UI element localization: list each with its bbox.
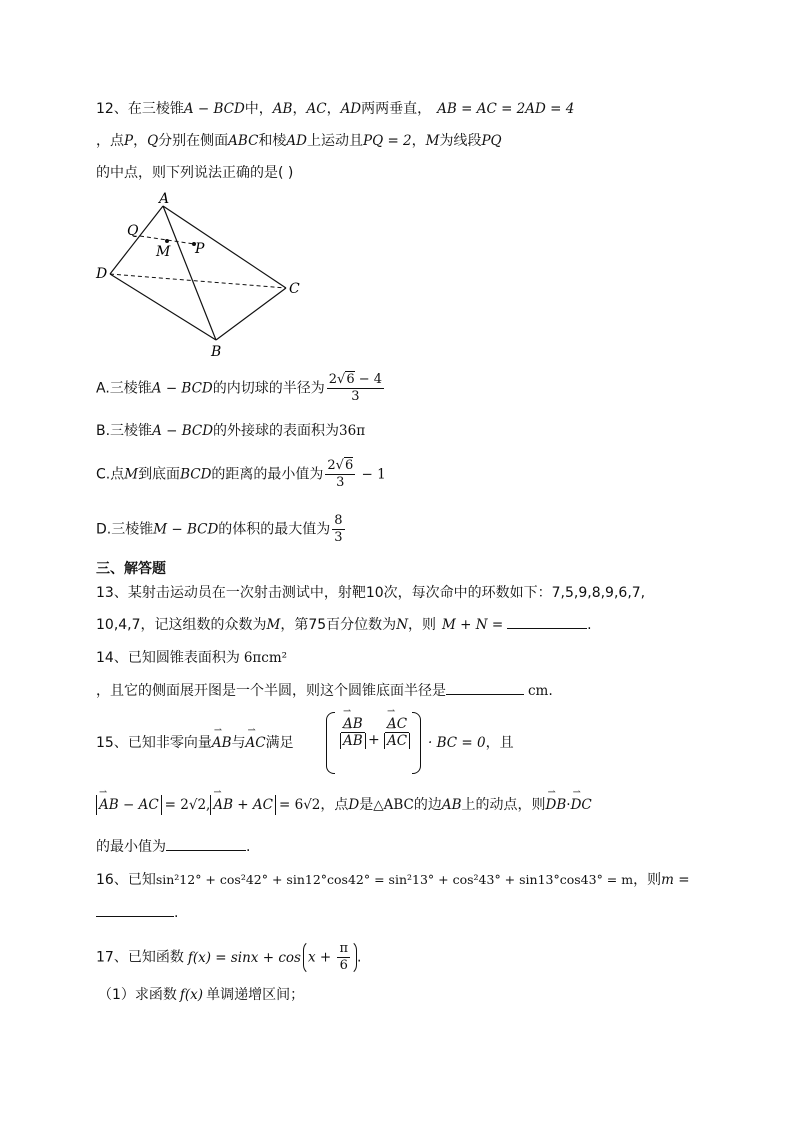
q12-edge-lengths: AB = AC = 2AD = 4 [437,101,575,117]
right-paren [412,712,421,774]
q15-line3 [96,836,250,857]
q13-expr: M + N = [442,617,504,633]
q12-point-q: Q [147,133,159,149]
option-a-tetra: A − BCD [151,380,213,397]
q15-text: 上的动点，则 [461,797,546,813]
option-d-text: 的体积的最大值为 [218,521,331,538]
q17-text: 17、已知函数 [96,949,184,966]
vector-ab: ⇀ AB [212,733,232,753]
q15-text: ，且 [485,735,514,751]
label-p: P [195,241,205,257]
q17-sub-f: f(x) [179,987,204,1003]
label-q: Q [127,223,139,239]
label-d: D [96,266,108,282]
frac-coef: 2 [327,458,336,473]
q14-line2 [96,680,553,701]
q15-point-d: D [348,797,360,813]
option-a-fraction: $\frac{2√6 - 4}{3}$ [328,372,383,404]
q12-edge-ab: AB [272,101,293,117]
q13-end: . [587,617,592,633]
option-a-text: A.三棱锥 [96,380,152,397]
option-b-value: 36π [339,423,366,439]
q13-n: N [396,617,408,633]
plus-sign: + [368,732,380,748]
q13-text: ，则 [408,617,436,633]
q13-line2 [96,614,592,635]
vector-dc: ⇀ DC [571,795,592,815]
frac-coef: 2 [328,372,338,387]
section-heading: 三、解答题 [96,561,166,577]
frac-radicand: 6 [346,372,355,387]
option-c-text: C.点 [96,466,125,483]
q12-sep: ， [133,133,148,149]
q17-sub1 [98,985,304,1005]
frac-num: π [339,941,348,956]
q15-text: ，点 [320,797,349,813]
q12-point-m: M [425,133,440,149]
q12-text: 上运动且 [307,133,363,149]
edge-ab [163,206,216,340]
q13-text: ，第75百分位数为 [280,617,397,633]
q17-sub-text: 单调递增区间； [206,987,305,1003]
q16-m: m = [661,872,690,888]
q15-text: 与 [231,735,246,751]
option-b-tetra: A − BCD [152,423,214,439]
q17-paren-arg [303,940,357,975]
q12-text: 12、在三棱锥 [96,101,184,117]
q17-end: . [357,949,362,966]
edge-bc [216,288,286,340]
frac-den: 3 [351,389,360,404]
option-d-tetra: M − BCD [153,521,219,538]
edge-dc-hidden [110,274,286,288]
frac-num: 8 [334,513,343,528]
edge-ac [163,206,286,288]
frac-den: ⇀ AC [384,733,410,749]
q12-text: 中， [244,101,273,117]
q16-line1 [96,870,690,890]
option-c-tail: − 1 [357,466,386,483]
q16-text: ，则 [633,872,662,888]
frac-num: ⇀ AC [385,716,409,733]
q12-text: ，点 [96,133,124,149]
unit-vector-ab [338,716,368,750]
q12-segment-pq: PQ [481,133,502,149]
label-a: A [159,191,170,207]
q16-text: 16、已知 [96,872,156,888]
q12-line2 [96,131,502,151]
q15-paren-expression [326,712,426,774]
q15-text: 的边 [413,797,442,813]
q12-tetrahedron: A − BCD [183,101,245,117]
q17-sub-text: （1）求函数 [98,987,177,1003]
q13-answer-blank[interactable] [507,614,587,629]
q12-point-p: P [124,133,134,149]
left-paren [326,712,335,774]
q12-line1 [96,99,574,119]
q15-line2 [96,795,592,815]
q17-function: f(x) = sinx + cos [187,949,301,966]
q14-unit: cm [528,683,549,699]
q12-pq-length: PQ = 2 [363,133,412,149]
label-m: M [156,244,171,260]
point-m-dot [165,239,169,243]
q15-text: 的最小值为 [96,839,166,855]
q15-dot-bc: · BC = 0 [428,735,486,751]
frac-den: 3 [334,530,343,545]
frac-den: ⇀ AB [340,733,366,749]
q15-side-ab: AB [441,797,462,813]
q14-area: 6πcm² [243,650,288,666]
q12-edge-ac: AC [306,101,327,117]
q12-face-abc: ABC [228,133,259,149]
q14-end: . [548,683,553,699]
frac-tail: − 4 [354,372,383,387]
edge-ad [110,206,163,274]
option-c-m: M [124,466,139,483]
q17-line1 [96,940,361,975]
frac-num: ⇀ AB [341,716,365,733]
q12-sep: ， [411,133,426,149]
q12-sep: ， [292,101,307,117]
q15-text: 满足 [265,735,294,751]
q12-text: 和棱 [258,133,287,149]
tetrahedron-figure [90,190,320,360]
q15-eq2: = 6√2 [279,797,321,813]
q12-option-a [96,372,386,405]
option-c-text: 的距离的最小值为 [211,466,324,483]
q12-edge-ad: AD [340,101,362,117]
q15-line1-tail [428,733,514,753]
q14-text: ，且它的侧面展开图是一个半圆，则这个圆锥底面半径是 [96,683,446,699]
q15-text: 是 [359,797,374,813]
q12-edge-ad: AD [286,133,307,149]
q12-sep: ， [326,101,341,117]
q16-line2 [96,902,178,923]
q15-triangle: △ABC [373,797,414,813]
frac-den: 6 [339,958,348,973]
q17-arg-x: x + [307,949,336,966]
q15-dot: · [566,797,571,813]
vector-db: ⇀ DB [546,795,567,815]
option-d-text: D.三棱锥 [96,521,154,538]
q14-answer-blank[interactable] [446,680,524,695]
q16-end: . [174,905,179,921]
q14-line1 [96,648,287,668]
q12-text: 为线段 [439,133,482,149]
label-b: B [211,344,222,360]
q16-expression: sin²12° + cos²42° + sin12°cos42° = sin²13° + cos²43° + sin13°cos43° = m [155,872,634,887]
q12-option-c [96,458,386,491]
q13-m: M [266,617,281,633]
q15-eq1: = 2√2, [164,797,211,813]
q14-text: 14、已知圆锥表面积为 [96,650,240,666]
frac-den: 3 [336,475,345,490]
q12-line3: 的中点，则下列说法正确的是( ) [96,165,294,181]
q13-line1: 13、某射击运动员在一次射击测试中，射靶10次，每次命中的环数如下：7,5,9,8,9,6,7, [96,585,646,601]
label-c: C [289,281,300,297]
unit-vector-ac [382,716,412,750]
option-a-text: 的内切球的半径为 [212,380,325,397]
option-b-text: B.三棱锥 [96,423,153,439]
q15-text: 15、已知非零向量 [96,735,212,751]
abs-ab-minus-ac: ⇀ AB − AC [96,795,162,815]
option-c-fraction: $\frac{2√6}{3}$ [327,458,354,490]
q12-text: 两两垂直， [361,101,432,117]
q15-line1 [96,733,294,753]
q15-end: . [246,839,251,855]
vector-ac: ⇀ AC [246,733,266,753]
frac-radicand: 6 [344,458,354,473]
option-d-fraction [332,513,344,546]
q15-answer-blank[interactable] [166,836,246,851]
option-b-text: 的外接球的表面积为 [213,423,340,439]
edge-db [110,274,216,340]
q17-pi-over-6 [337,941,350,974]
option-c-bcd: BCD [180,466,212,483]
q12-text: 分别在侧面 [158,133,229,149]
q16-answer-blank[interactable] [96,902,174,917]
q13-text: 10,4,7，记这组数的众数为 [96,617,267,633]
q12-option-b [96,421,365,441]
q12-option-d [96,513,347,546]
abs-ab-plus-ac: ⇀ AB + AC [210,795,276,815]
option-c-text: 到底面 [138,466,181,483]
